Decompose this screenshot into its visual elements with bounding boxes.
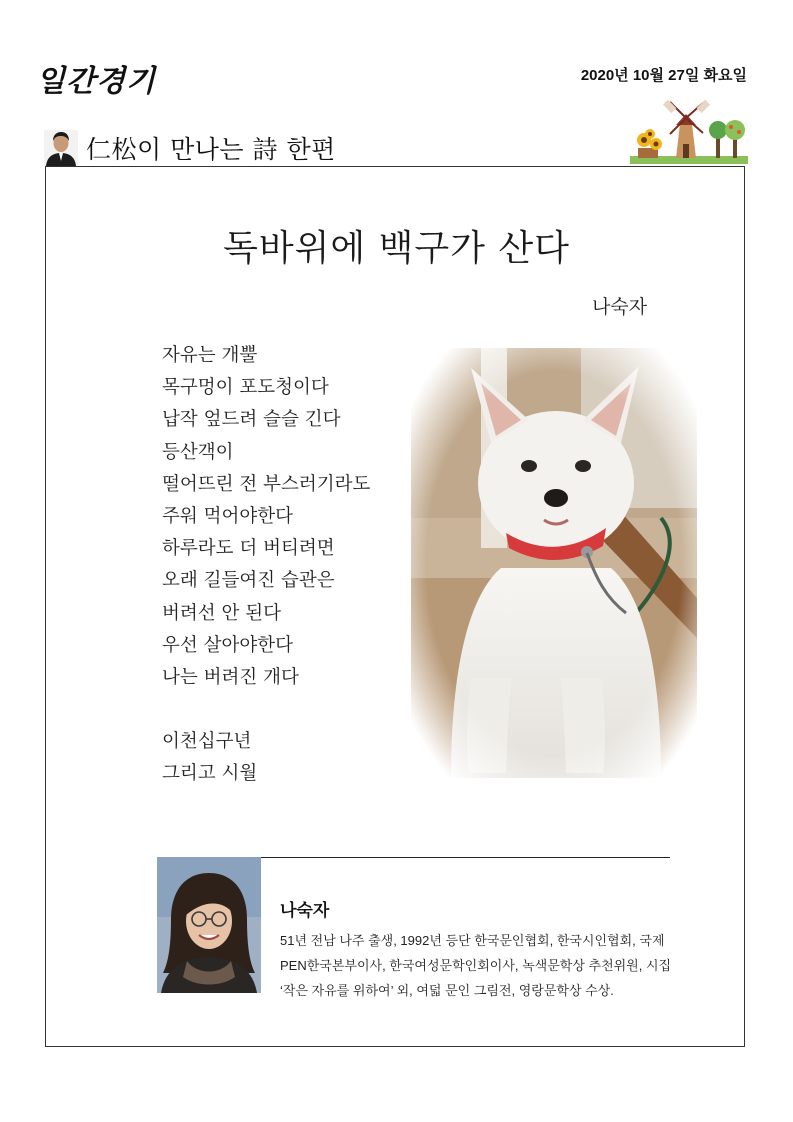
- issue-date: 2020년 10월 27일 화요일: [580, 67, 747, 84]
- poem-line: 그리고 시월: [162, 763, 258, 785]
- section-header: [44, 128, 336, 168]
- poem-line: 주워 먹어야한다: [162, 505, 293, 527]
- bio-author-name: 나숙자: [280, 901, 330, 921]
- newspaper-masthead: 일간경기: [36, 64, 156, 99]
- poem-line: 납작 엎드려 슬슬 긴다: [162, 409, 341, 431]
- poem-author: 나숙자: [591, 296, 647, 318]
- bio-line: PEN한국본부이사, 한국여성문학인회이사, 녹색문학상 추천위원, 시집: [280, 958, 672, 973]
- poem-line: 자유는 개뿔: [162, 345, 258, 366]
- poem-line: 우선 살아야한다: [162, 634, 293, 656]
- windmill-sunflower-illustration: [630, 98, 748, 168]
- poem-line: 하루라도 더 버티려면: [162, 538, 335, 560]
- author-portrait: [157, 857, 261, 993]
- poem-line: 목구멍이 포도청이다: [162, 377, 329, 399]
- section-title: 仁松이 만나는 詩 한편: [86, 135, 336, 164]
- poem-line: 나는 버려진 개다: [162, 666, 299, 688]
- poem-body: [162, 340, 422, 790]
- poem-line: 떨어뜨린 전 부스러기라도: [162, 473, 371, 495]
- poem-title: 독바위에 백구가 산다: [223, 228, 570, 269]
- bio-line: ‘작은 자유를 위하여’ 외, 여덟 문인 그림전, 영랑문학상 수상.: [280, 983, 614, 998]
- columnist-portrait-icon: [44, 130, 78, 166]
- white-puppy-photo: [411, 348, 697, 778]
- bio-description: [280, 928, 680, 1003]
- bio-line: 51년 전남 나주 출생, 1992년 등단 한국문인협회, 한국시인협회, 국제: [280, 933, 665, 948]
- poem-line: 버려선 안 된다: [162, 602, 281, 624]
- poem-line: 등산객이: [162, 441, 234, 463]
- poem-line: 이천십구년: [162, 731, 252, 753]
- poem-line: 오래 길들여진 습관은: [162, 570, 335, 592]
